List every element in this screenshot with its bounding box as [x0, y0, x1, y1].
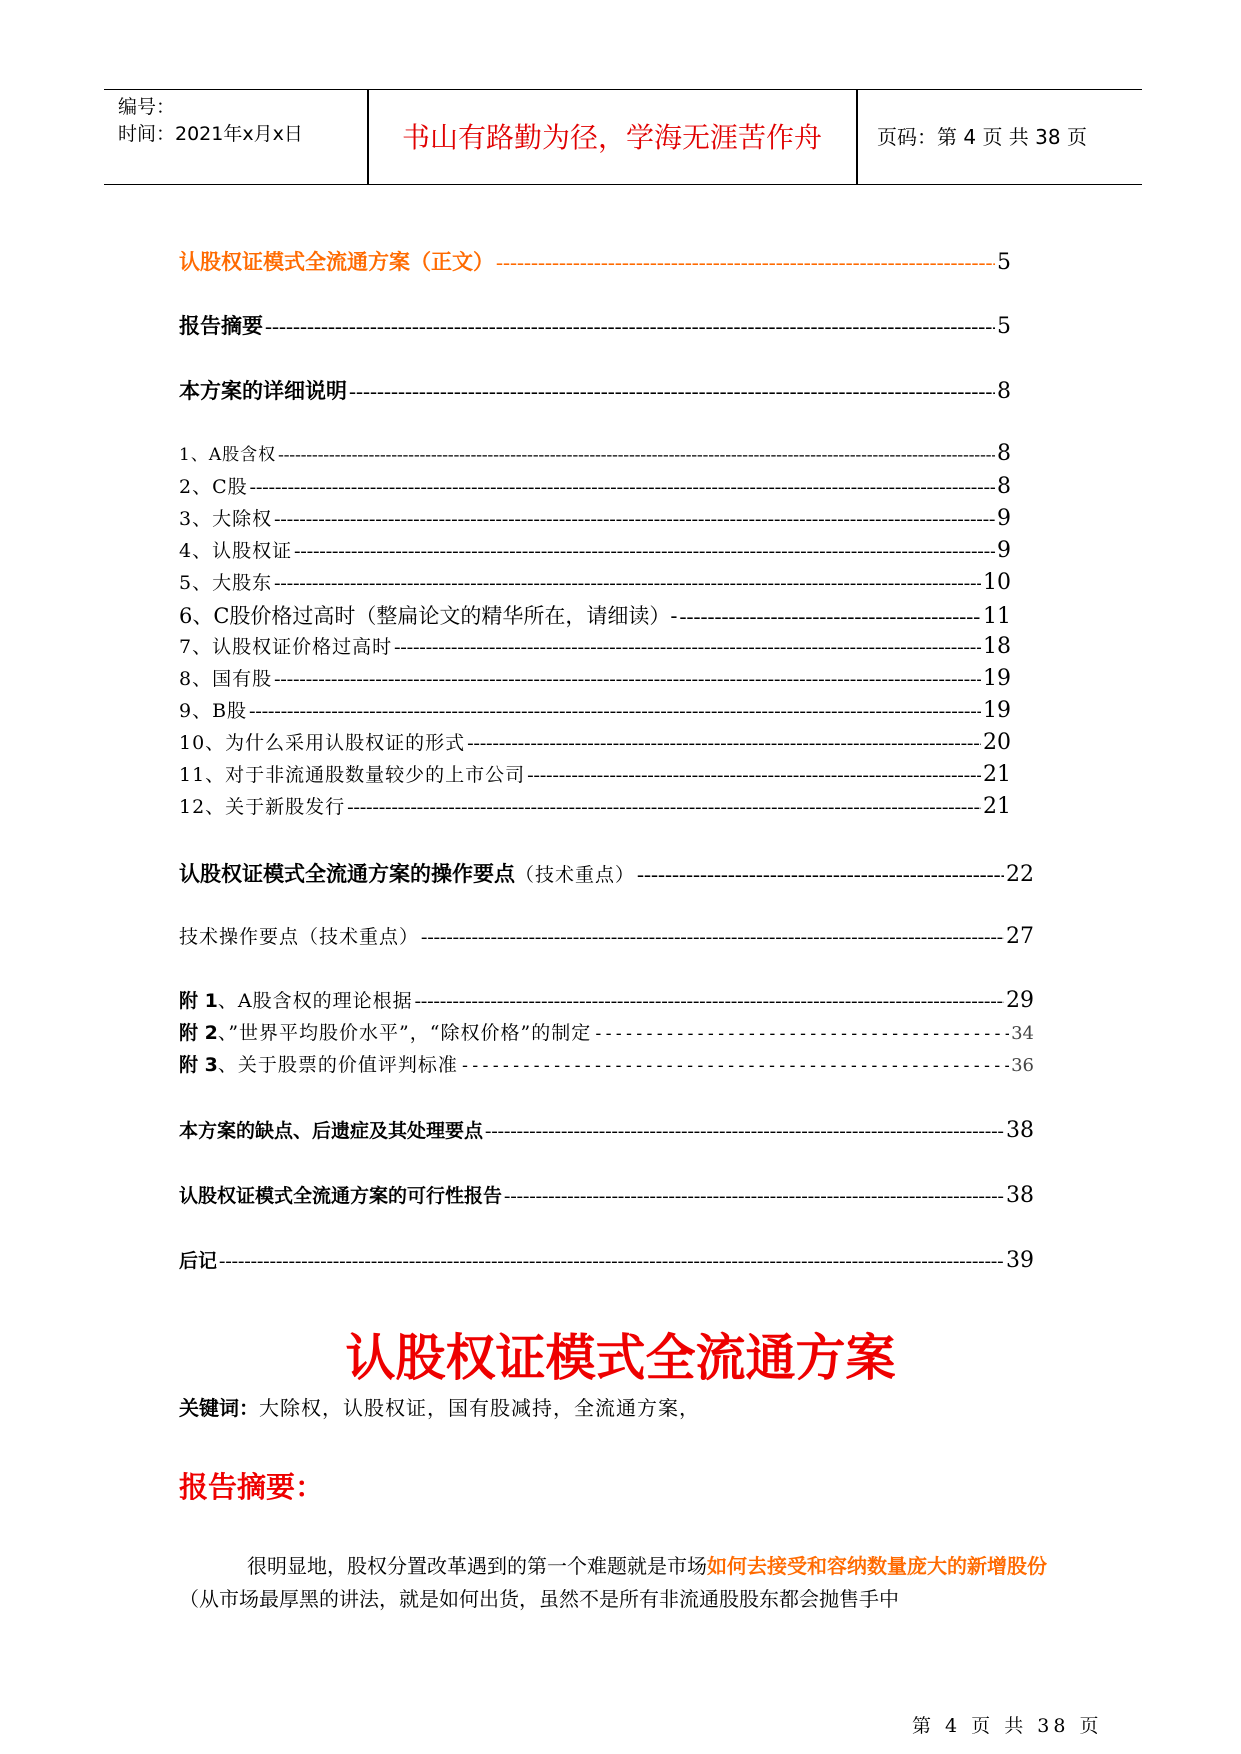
- toc-entry[interactable]: [179, 858, 1034, 888]
- toc-entry-title: 认股权证模式全流通方案（正文）: [179, 250, 494, 274]
- toc-leader: [485, 1121, 1004, 1143]
- toc-entry-title: 5、大股东: [179, 572, 273, 594]
- toc-entry-title: 认股权证模式全流通方案的可行性报告: [179, 1185, 503, 1207]
- toc-entry-prefix: 附 2: [179, 1022, 218, 1044]
- toc-entry-title: 报告摘要: [179, 314, 263, 338]
- toc-entry-page: 5: [997, 250, 1011, 275]
- toc-entry-page: 38: [1006, 1183, 1034, 1208]
- toc-entry-page: 29: [1006, 988, 1034, 1013]
- toc-entry-prefix: 附 1: [179, 990, 218, 1012]
- toc-leader: [294, 541, 995, 563]
- toc-entry-page: 5: [997, 314, 1011, 339]
- toc-entry-title: 1、A股含权: [179, 445, 277, 465]
- header-divider: [856, 90, 858, 184]
- toc-entry-title: 2、C股: [179, 476, 248, 498]
- summary-heading: 报告摘要：: [179, 1470, 325, 1504]
- toc-entry-page: 34: [1011, 1023, 1034, 1044]
- toc-entry-title: 7、认股权证价格过高时: [179, 636, 393, 658]
- toc-entry-page: 38: [1006, 1118, 1034, 1143]
- toc-entry[interactable]: [179, 310, 1011, 340]
- toc-leader: [460, 1056, 1009, 1076]
- toc-entry-page: 27: [1006, 924, 1034, 949]
- toc-entry-page: 19: [983, 666, 1011, 691]
- toc-entry[interactable]: [179, 1050, 1034, 1077]
- toc-leader: [249, 701, 981, 723]
- toc-entry-page: 11: [983, 604, 1011, 629]
- toc-entry-title: 11、对于非流通股数量较少的上市公司: [179, 764, 526, 786]
- toc-entry-title: 本方案的详细说明: [179, 379, 347, 403]
- toc-entry-suffix: （技术重点）: [515, 864, 636, 886]
- toc-entry-title: 本方案的缺点、后遗症及其处理要点: [179, 1120, 484, 1142]
- toc-leader: [394, 637, 981, 659]
- toc-entry-prefix: 附 3: [179, 1054, 218, 1076]
- toc-leader: [265, 314, 995, 339]
- keywords-label: 关键词：: [179, 1396, 259, 1420]
- toc-entry[interactable]: [179, 440, 1011, 466]
- toc-entry-title: 8、国有股: [179, 668, 273, 690]
- toc-entry-page: 20: [983, 730, 1011, 755]
- toc-entry-title: 6、C股价格过高时（整扁论文的精华所在，请细读）-: [179, 604, 678, 628]
- toc-leader: [415, 991, 1004, 1013]
- toc-entry-page: 9: [997, 506, 1011, 531]
- toc-entry[interactable]: [179, 600, 1011, 630]
- toc-entry-page: 39: [1006, 1248, 1034, 1273]
- toc-entry[interactable]: [179, 246, 1011, 276]
- toc-entry-page: 8: [997, 474, 1011, 499]
- toc-entry[interactable]: [179, 1181, 1034, 1208]
- time-label: 时间：2021年x月x日: [118, 123, 303, 145]
- keywords-line: [179, 1392, 700, 1421]
- toc-leader: [274, 573, 981, 595]
- paragraph-text: （从市场最厚黑的讲法，就是如何出货，虽然不是所有非流通股股东都会抛售手中: [179, 1587, 899, 1611]
- toc-leader: [347, 797, 981, 819]
- toc-entry[interactable]: [179, 664, 1011, 691]
- toc-leader: [527, 765, 981, 787]
- page-header: [104, 89, 1142, 185]
- toc-entry-page: 21: [983, 762, 1011, 787]
- toc-entry-title: 技术操作要点（技术重点）: [179, 926, 420, 948]
- toc-leader: [593, 1024, 1009, 1044]
- page-footer: 第 4 页 共 38 页: [912, 1715, 1103, 1737]
- toc-entry-page: 36: [1011, 1055, 1034, 1076]
- header-motto: 书山有路勤为径，学海无涯苦作舟: [401, 121, 822, 154]
- keywords-text: 大除权，认股权证，国有股减持，全流通方案，: [259, 1396, 700, 1420]
- toc-entry-title: 4、认股权证: [179, 540, 293, 562]
- toc-entry[interactable]: [179, 986, 1034, 1013]
- summary-paragraph: [179, 1550, 1069, 1616]
- toc-entry[interactable]: [179, 375, 1011, 405]
- toc-entry[interactable]: [179, 1116, 1034, 1143]
- toc-entry[interactable]: [179, 792, 1011, 819]
- toc-leader: [421, 927, 1004, 949]
- toc-entry[interactable]: [179, 922, 1034, 949]
- header-page-info: 页码：第 4 页 共 38 页: [877, 125, 1087, 149]
- toc-leader: [680, 604, 981, 629]
- toc-entry[interactable]: [179, 1018, 1034, 1045]
- toc-leader: [274, 669, 981, 691]
- header-meta: [118, 94, 303, 148]
- toc-entry-page: 22: [1006, 862, 1034, 887]
- paragraph-text: 很明显地，股权分置改革遇到的第一个难题就是市场: [247, 1554, 707, 1578]
- toc-entry-page: 9: [997, 538, 1011, 563]
- toc-entry-page: 18: [983, 634, 1011, 659]
- toc-entry-title: 、”世界平均股价水平”，“除权价格”的制定: [217, 1022, 592, 1044]
- toc-entry[interactable]: [179, 472, 1011, 499]
- toc-entry-title: 9、B股: [179, 700, 248, 722]
- toc-leader: [504, 1186, 1004, 1208]
- toc-entry[interactable]: [179, 568, 1011, 595]
- toc-entry-page: 10: [983, 570, 1011, 595]
- toc-entry-title: 10、为什么采用认股权证的形式: [179, 732, 466, 754]
- toc-entry-page: 19: [983, 698, 1011, 723]
- toc-entry[interactable]: [179, 760, 1011, 787]
- toc-entry-title: 认股权证模式全流通方案的操作要点: [179, 862, 515, 886]
- toc-entry[interactable]: [179, 504, 1011, 531]
- toc-entry[interactable]: [179, 728, 1011, 755]
- toc-leader: [250, 477, 995, 499]
- paragraph-highlight: 如何去接受和容纳数量庞大的新增股份: [707, 1554, 1047, 1578]
- toc-entry-title: 3、大除权: [179, 508, 273, 530]
- toc-leader: [349, 379, 995, 404]
- toc-entry-page: 21: [983, 794, 1011, 819]
- toc-entry[interactable]: [179, 632, 1011, 659]
- toc-leader: [278, 445, 995, 465]
- toc-leader: [637, 862, 1004, 887]
- toc-entry[interactable]: [179, 1246, 1034, 1273]
- toc-entry-page: 8: [997, 441, 1011, 466]
- toc-entry-title: 后记: [179, 1250, 218, 1272]
- number-label: 编号：: [118, 96, 176, 118]
- toc-entry-title: 、关于股票的价值评判标准: [217, 1054, 458, 1076]
- toc-entry[interactable]: [179, 696, 1011, 723]
- toc-entry-title: 12、关于新股发行: [179, 796, 346, 818]
- toc-entry-title: 、A股含权的理论根据: [217, 990, 413, 1012]
- document-title: 认股权证模式全流通方案: [345, 1329, 896, 1387]
- toc-leader: [467, 733, 981, 755]
- toc-leader: [496, 250, 995, 275]
- toc-leader: [219, 1251, 1004, 1273]
- toc-entry[interactable]: [179, 536, 1011, 563]
- toc-entry-page: 8: [997, 379, 1011, 404]
- toc-leader: [274, 509, 995, 531]
